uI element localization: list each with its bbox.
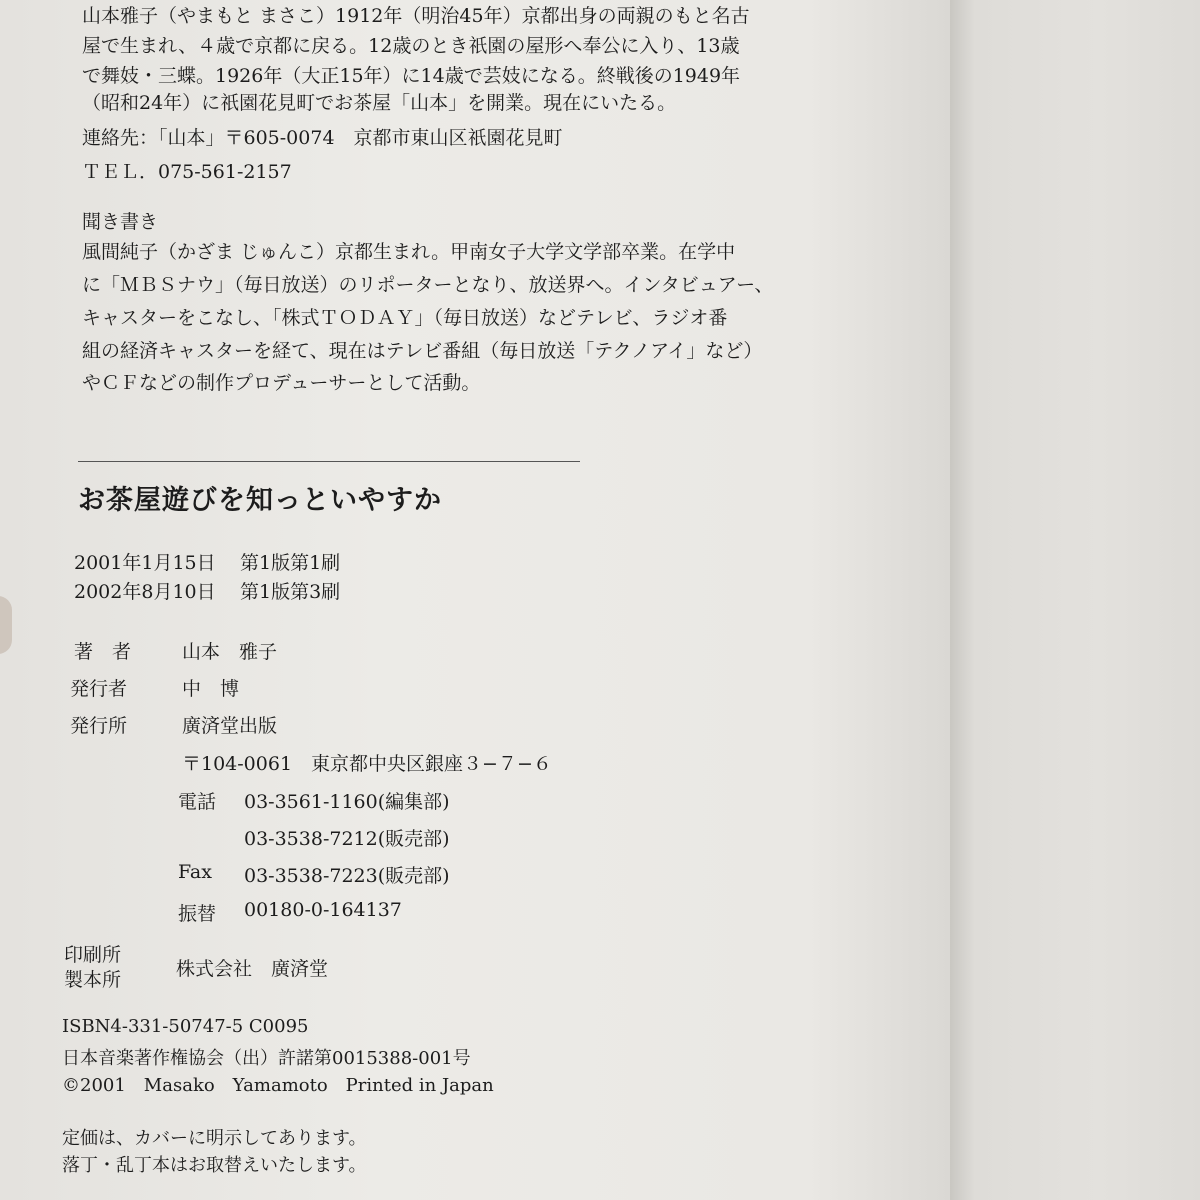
copyright-notice: ©2001 Masako Yamamoto Printed in Japan — [62, 1075, 494, 1096]
author-contact-line: 連絡先：「山本」〒605-0074 京都市東山区祇園花見町 — [82, 127, 563, 149]
author-bio-line: 山本雅子（やまもと まさこ）1912年（明治45年）京都出身の両親のもと名古 — [82, 5, 750, 27]
issuer-label: 発行者 — [70, 678, 128, 700]
issuer-name: 中 博 — [182, 678, 240, 700]
title-divider — [78, 461, 580, 462]
interviewer-bio-line: キャスターをこなし、「株式ＴＯＤＡＹ」（毎日放送）などテレビ、ラジオ番 — [82, 307, 728, 329]
printer-name: 株式会社 廣済堂 — [176, 958, 329, 980]
jasrac-notice: 日本音楽著作権協会（出）許諾第0015388-001号 — [62, 1048, 471, 1069]
defect-note: 落丁・乱丁本はお取替えいたします。 — [62, 1155, 367, 1176]
phone-sales: 03-3538-7212(販売部) — [244, 828, 450, 850]
fax-number: 03-3538-7223(販売部) — [244, 865, 450, 887]
price-note: 定価は、カバーに明示してあります。 — [62, 1128, 367, 1149]
interviewer-heading: 聞き書き — [82, 211, 159, 233]
transfer-label: 振替 — [178, 903, 217, 925]
publisher-address: 〒104-0061 東京都中央区銀座３−７−６ — [182, 753, 552, 775]
phone-label: 電話 — [178, 791, 217, 813]
binder-label: 製本所 — [64, 969, 122, 991]
fax-label: Fax — [178, 861, 212, 883]
printing-date: 2002年8月10日 — [74, 581, 216, 603]
phone-editorial: 03-3561-1160(編集部) — [244, 791, 450, 813]
author-name: 山本 雅子 — [182, 641, 278, 663]
author-bio-line: で舞妓・三蝶。1926年（大正15年）に14歳で芸妓になる。終戦後の1949年 — [82, 65, 741, 87]
author-bio-line: 屋で生まれ、４歳で京都に戻る。12歳のとき祇園の屋形へ奉公に入り、13歳 — [82, 35, 740, 57]
publisher-label: 発行所 — [70, 715, 128, 737]
author-tel-line: ＴＥＬ．075-561-2157 — [82, 161, 292, 183]
printer-label: 印刷所 — [64, 944, 122, 966]
printing-date: 2001年1月15日 — [74, 552, 216, 574]
isbn: ISBN4-331-50747-5 C0095 — [62, 1016, 309, 1037]
interviewer-bio-line: 風間純子（かざま じゅんこ）京都生まれ。甲南女子大学文学部卒業。在学中 — [82, 241, 736, 263]
publisher-name: 廣済堂出版 — [182, 715, 278, 737]
book-title: お茶屋遊びを知っといやすか — [78, 485, 442, 516]
interviewer-bio-line: やＣＦなどの制作プロデューサーとして活動。 — [82, 372, 481, 394]
transfer-number: 00180-0-164137 — [244, 899, 402, 921]
author-bio-line: （昭和24年）に祇園花見町でお茶屋「山本」を開業。現在にいたる。 — [82, 92, 677, 114]
printing-edition: 第1版第1刷 — [240, 552, 341, 574]
printing-edition: 第1版第3刷 — [240, 581, 341, 603]
thumb-edge — [0, 596, 12, 654]
interviewer-bio-line: に「ＭＢＳナウ」（毎日放送）のリポーターとなり、放送界へ。インタビュアー、 — [82, 274, 774, 296]
interviewer-bio-line: 組の経済キャスターを経て、現在はテレビ番組（毎日放送「テクノアイ」など） — [82, 340, 763, 362]
author-label: 著 者 — [74, 641, 132, 663]
book-gutter — [950, 0, 1200, 1200]
